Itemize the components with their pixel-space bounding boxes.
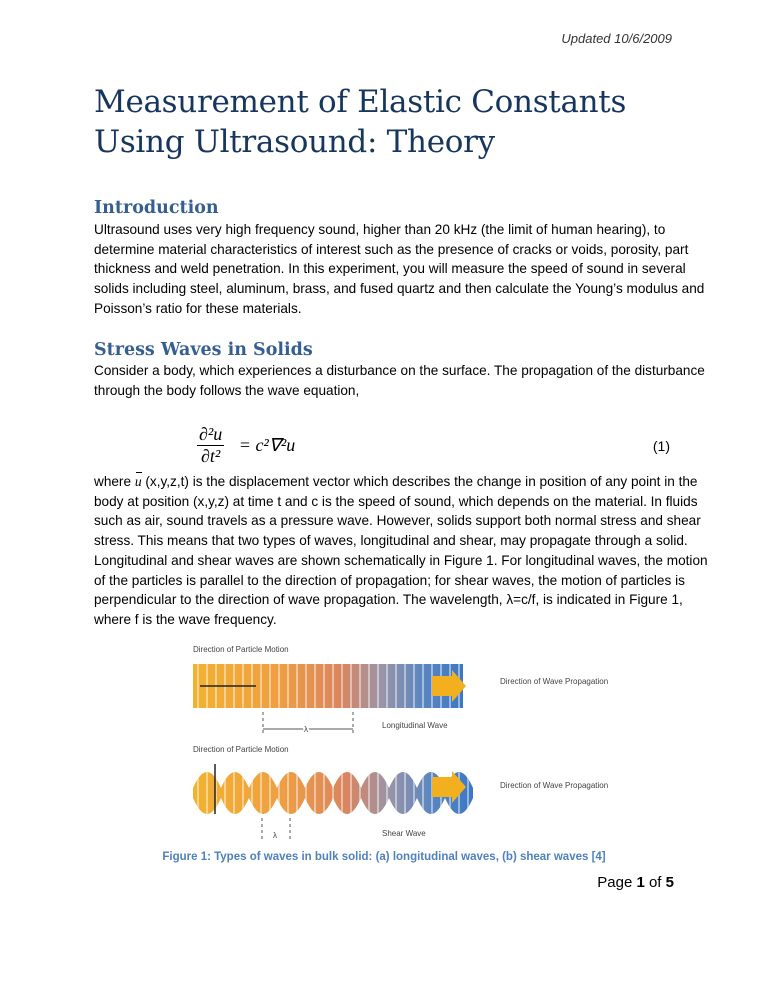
text-line (94, 472, 708, 492)
text-line: thickness and weld penetration. In this experiment, you will measure the speed of sound in several (94, 261, 686, 277)
shear-wave (193, 754, 473, 834)
total-pages: 5 (665, 874, 674, 891)
text-line: solids including steel, aluminum, brass, and fused quartz and then calculate the Young’s modulus and (94, 281, 705, 297)
text-line: determine material characteristics of interest such as the presence of cracks or voids, porosity, part (94, 241, 689, 257)
vector-u: u (134, 474, 142, 489)
equation-rhs: = c²∇²u (238, 435, 296, 455)
heading-introduction: Introduction (94, 198, 219, 218)
text-line: perpendicular to the direction of wave propagation. The wavelength, λ=c/f, is indicated in Figure 1, (94, 592, 683, 608)
page-number (597, 874, 674, 891)
text-line: of the particles is parallel to the direction of propagation; for shear waves, the motion of particles is (94, 572, 685, 588)
text-line: where f is the wave frequency. (94, 611, 277, 627)
equation-number: (1) (652, 438, 670, 454)
current-page: 1 (636, 874, 645, 891)
text-line: through the body follows the wave equation, (94, 382, 360, 398)
wave-equation (197, 424, 295, 467)
figure-caption: Figure 1: Types of waves in bulk solid: (a) longitudinal waves, (b) shear waves [4] (162, 851, 606, 863)
text: where (94, 474, 135, 489)
equation-denominator: ∂t² (201, 446, 221, 466)
lambda-label-1: λ (304, 725, 308, 734)
stress-paragraph (94, 361, 705, 400)
page-label: Page (597, 874, 637, 891)
equation-numerator: ∂²u (199, 424, 223, 444)
after-equation-paragraph (94, 472, 708, 630)
updated-date: Updated 10/6/2009 (561, 31, 672, 46)
figure-label-propagation-1: Direction of Wave Propagation (500, 677, 609, 686)
text-line: Longitudinal and shear waves are shown schematically in Figure 1. For longitudinal waves, the motion (94, 552, 708, 568)
text: (x,y,z,t) is the displacement vector which describes the change in position of any point in the (141, 474, 698, 489)
figure-label-shear: Shear Wave (382, 829, 426, 838)
shear-wave-stripes (193, 754, 473, 834)
page-of: of (644, 874, 666, 891)
text-line: such as air, sound travels as a pressure wave. However, solids support both normal stress and shear (94, 513, 701, 529)
wave-figure (170, 638, 610, 846)
text-line: Consider a body, which experiences a disturbance on the surface. The propagation of the disturbance (94, 363, 705, 378)
figure-label-particle-motion-1: Direction of Particle Motion (193, 645, 289, 654)
text-line: stress. This means that two types of waves, longitudinal and shear, may propagate through a solid. (94, 533, 688, 549)
lambda-label-2: λ (273, 831, 277, 840)
text-line: Poisson’s ratio for these materials. (94, 300, 302, 316)
figure-label-propagation-2: Direction of Wave Propagation (500, 781, 609, 790)
text-line: body at position (x,y,z) at time t and c is the speed of sound, which depends on the material. In fluids (94, 493, 698, 509)
figure-label-longitudinal: Longitudinal Wave (382, 721, 448, 730)
intro-paragraph (94, 220, 704, 319)
document-title: Measurement of Elastic Constants Using Ultrasound: Theory (94, 84, 627, 160)
figure-label-particle-motion-2: Direction of Particle Motion (193, 745, 289, 754)
text-line: Ultrasound uses very high frequency sound, higher than 20 kHz (the limit of human hearing), to (94, 222, 666, 237)
heading-stress-waves: Stress Waves in Solids (94, 340, 313, 360)
